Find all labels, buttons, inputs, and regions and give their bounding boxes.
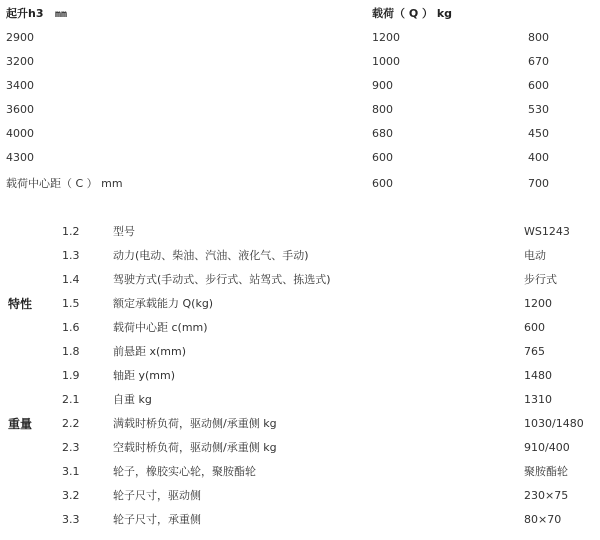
spec-number: 2.1 [62,393,80,406]
spec-row [0,292,600,316]
load-b-cell: 530 [528,103,549,116]
lift-height-cell: 3600 [6,103,34,116]
lift-height-cell: 4000 [6,127,34,140]
load-b-cell: 600 [528,79,549,92]
load-a-cell: 680 [372,127,393,140]
spec-label: 轴距 y(mm) [113,369,176,382]
spec-number: 3.2 [62,489,80,502]
spec-label: 额定承载能力 Q(kg) [113,297,214,310]
spec-number: 1.5 [62,297,80,310]
spec-label: 自重 kg [113,393,152,406]
spec-label: 空载时桥负荷，驱动侧/承重侧 kg [113,441,277,454]
category-weight: 重量 [8,417,33,431]
table-row [0,26,600,50]
spec-row [0,508,600,532]
spec-value: 765 [524,345,545,358]
table-row [0,98,600,122]
spec-number: 1.2 [62,225,80,238]
spec-number: 1.9 [62,369,80,382]
spec-value: 聚胺酯轮 [524,465,568,478]
table-row [0,74,600,98]
spec-number: 1.6 [62,321,80,334]
spec-value: 1200 [524,297,552,310]
load-a-cell: 1200 [372,31,400,44]
spec-label: 驾驶方式(手动式、步行式、站驾式、拣选式) [113,273,331,286]
spec-number: 3.1 [62,465,80,478]
lift-height-cell: 3400 [6,79,34,92]
table-row [0,146,600,170]
load-center-b-cell: 700 [528,177,549,190]
lift-height-unit: mm [55,9,68,20]
category-characteristics: 特性 [8,297,33,311]
spec-value: 1030/1480 [524,417,584,430]
spec-number: 2.3 [62,441,80,454]
lift-height-label: 起升h3 [6,7,44,20]
table-row [0,50,600,74]
spec-value: 230×75 [524,489,569,502]
spec-row [0,244,600,268]
spec-row [0,316,600,340]
spec-value: 电动 [524,249,546,262]
load-b-cell: 450 [528,127,549,140]
spec-number: 2.2 [62,417,80,430]
spec-row [0,484,600,508]
spec-label: 型号 [113,225,135,238]
spec-number: 1.3 [62,249,80,262]
lift-height-cell: 3200 [6,55,34,68]
spec-row [0,436,600,460]
load-a-cell: 900 [372,79,393,92]
spec-value: 80×70 [524,513,562,526]
spec-row [0,412,600,436]
spec-label: 轮子尺寸，承重侧 [113,513,201,526]
spec-number: 1.4 [62,273,80,286]
spec-value: 1310 [524,393,552,406]
lift-height-header [6,2,67,27]
load-a-cell: 800 [372,103,393,116]
load-b-cell: 400 [528,151,549,164]
load-center-a-cell: 600 [372,177,393,190]
load-table-header [0,2,600,26]
load-center-label: 载荷中心距（ C ） mm [6,177,123,190]
spec-row [0,364,600,388]
spec-label: 轮子，橡胶实心轮，聚胺酯轮 [113,465,256,478]
load-b-cell: 670 [528,55,549,68]
spec-row [0,388,600,412]
spec-label: 动力(电动、柴油、汽油、液化气、手动) [113,249,309,262]
table-row [0,122,600,146]
spec-label: 满载时桥负荷，驱动侧/承重侧 kg [113,417,277,430]
load-b-cell: 800 [528,31,549,44]
spec-label: 载荷中心距 c(mm) [113,321,208,334]
lift-height-cell: 2900 [6,31,34,44]
spec-number: 3.3 [62,513,80,526]
spec-value: 1480 [524,369,552,382]
load-a-cell: 1000 [372,55,400,68]
spec-row [0,340,600,364]
spec-number: 1.8 [62,345,80,358]
spec-label: 前悬距 x(mm) [113,345,187,358]
lift-height-cell: 4300 [6,151,34,164]
spec-row [0,268,600,292]
spec-value: 步行式 [524,273,557,286]
spec-row [0,220,600,244]
load-a-cell: 600 [372,151,393,164]
spec-value: 910/400 [524,441,570,454]
load-center-row [0,172,600,196]
spec-label: 轮子尺寸，驱动侧 [113,489,201,502]
spec-value: WS1243 [524,225,570,238]
spec-row [0,460,600,484]
load-header: 载荷（ Q ） kg [372,7,453,20]
spec-value: 600 [524,321,545,334]
